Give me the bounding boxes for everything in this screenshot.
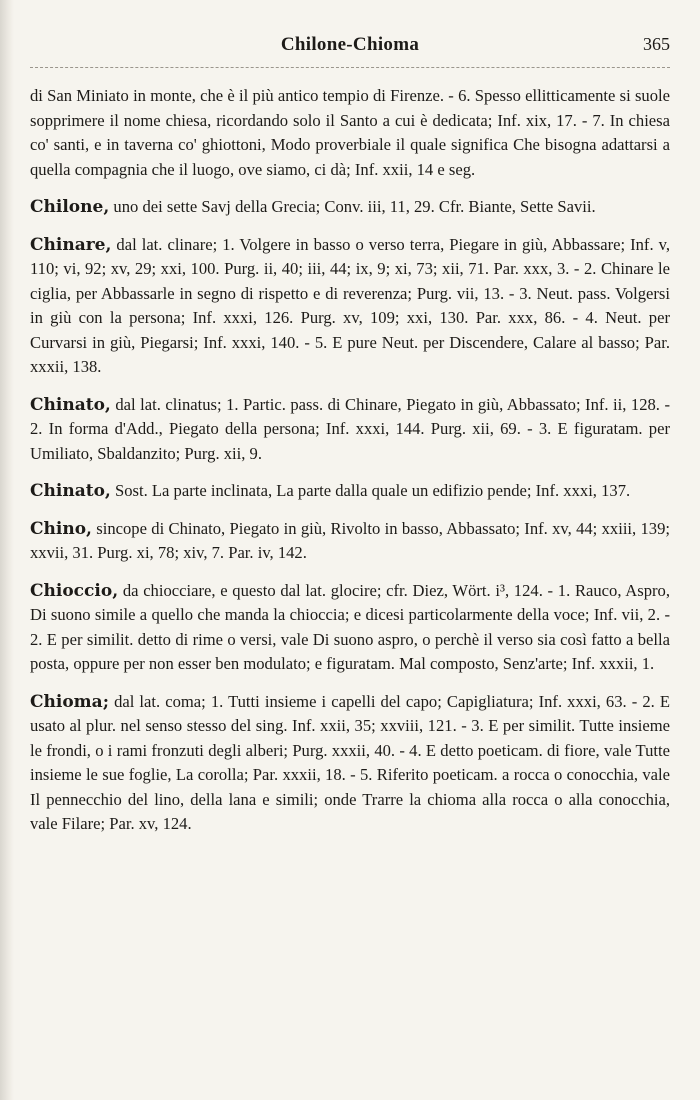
entry-text: uno dei sette Savj della Grecia; Conv. iii, 11, 29. Cfr. Biante, Sette Savii. xyxy=(109,197,596,216)
entry-headword: Chilone , xyxy=(30,197,109,217)
entry-chioma xyxy=(30,690,670,837)
entry-chinare xyxy=(30,233,670,380)
entry-chilone xyxy=(30,195,670,220)
page-number: 365 xyxy=(643,34,670,54)
entry-headword: Chinato , xyxy=(30,395,111,415)
entry-text: Sost. La parte inclinata, La parte dalla quale un edifizio pende; Inf. xxxi, 137. xyxy=(110,481,631,500)
entry-text: dal lat. coma; 1. Tutti insieme i capelli del capo; Capigliatura; Inf. xxxi, 63. - 2. E usato al plur. nel senso stesso del sing. Inf. xxii, 35; xxviii, 121. - 3. E per similit. Tutte insieme le frondi, o i rami fronzuti degli alberi; Purg. xxxii, 40. - 4. E detto poeticam. di fiore, vale Tutte insieme le sue foglie, La corolla; Par. xxxii, 18. - 5. Riferito poeticam. a rocca o conocchia, vale Il pennecchio del lino, della lana e simili; onde Trarre la chioma alla rocca o alla conocchia, vale Filare; Par. xv, 124. xyxy=(30,691,670,833)
header-rule xyxy=(30,67,670,68)
page-header xyxy=(30,34,670,64)
entry-headword: Chioccio , xyxy=(30,581,118,601)
entry-text: di San Miniato in monte, che è il più antico tempio di Firenze. - 6. Spesso ellitticamente si suole sopprimere il nome chiesa, ricordando solo il Santo a cui è dedicata; Inf. xix, 17. - 7. In chiesa co' santi, e in taverna co' ghiottoni, Modo proverbiale il quale significa Che bisogna adattarsi a quella compagnia che il luogo, ove siamo, ci dà; Inf. xxii, 14 e seg. xyxy=(30,86,670,179)
entry-text: dal lat. clinatus; 1. Partic. pass. di Chinare, Piegato in giù, Abbassato; Inf. ii, 128. - 2. In forma d'Add., Piegato della persona; Inf. xxxi, 144. Purg. xii, 69. - 3. E figuratam. per Umiliato, Sbaldanzito; Purg. xii, 9. xyxy=(30,394,670,463)
entry-chino xyxy=(30,517,670,566)
entry-text: sincope di Chinato, Piegato in giù, Rivolto in basso, Abbassato; Inf. xv, 44; xxiii, 139; xxvii, 31. Purg. xi, 78; xiv, 7. Par. iv, 142. xyxy=(30,518,670,562)
entry-continuation xyxy=(30,84,670,182)
entry-headword: Chinato , xyxy=(30,481,111,501)
entry-headword: Chinare , xyxy=(30,235,111,255)
entry-chinato xyxy=(30,393,670,467)
page-edge-shadow xyxy=(0,0,14,1100)
entry-chioccio xyxy=(30,579,670,677)
entry-headword: Chioma ; xyxy=(30,692,109,712)
entry-text: dal lat. clinare; 1. Volgere in basso o verso terra, Piegare in giù, Abbassare; Inf. v, 110; vi, 92; xv, 29; xxi, 100. Purg. ii, 40; iii, 44; ix, 9; xi, 73; xii, 71. Par. xxx, 3. - 2. Chinare le ciglia, per Abbassarle in segno di rispetto e di reverenza; Purg. vii, 13. - 3. Neut. pass. Volgersi in giù con la persona; Inf. xxxi, 126. Purg. xv, 109; xxi, 130. Par. xxx, 86. - 4. Neut. per Curvarsi in giù, Piegarsi; Inf. xxxi, 140. - 5. E pure Neut. per Discendere, Calare al basso; Par. xxxii, 138. xyxy=(30,234,670,376)
dictionary-body xyxy=(30,84,670,850)
entry-text: da chiocciare, e questo dal lat. glocire; cfr. Diez, Wört. i³, 124. - 1. Rauco, Aspro, Di suono simile a quello che manda la chioccia; e dicesi particolarmente della voce; Inf. vii, 2. - 2. E per similit. detto di rime o versi, vale Di suono aspro, o perchè il verso sia così fatto a bella posta, oppure per non esser ben modulato; e figuratam. Mal composto, Senz'arte; Inf. xxxii, 1. xyxy=(30,580,670,673)
entry-chinato-sost xyxy=(30,479,670,504)
running-head: Chilone-Chioma xyxy=(280,34,420,55)
entry-headword: Chino , xyxy=(30,519,92,539)
